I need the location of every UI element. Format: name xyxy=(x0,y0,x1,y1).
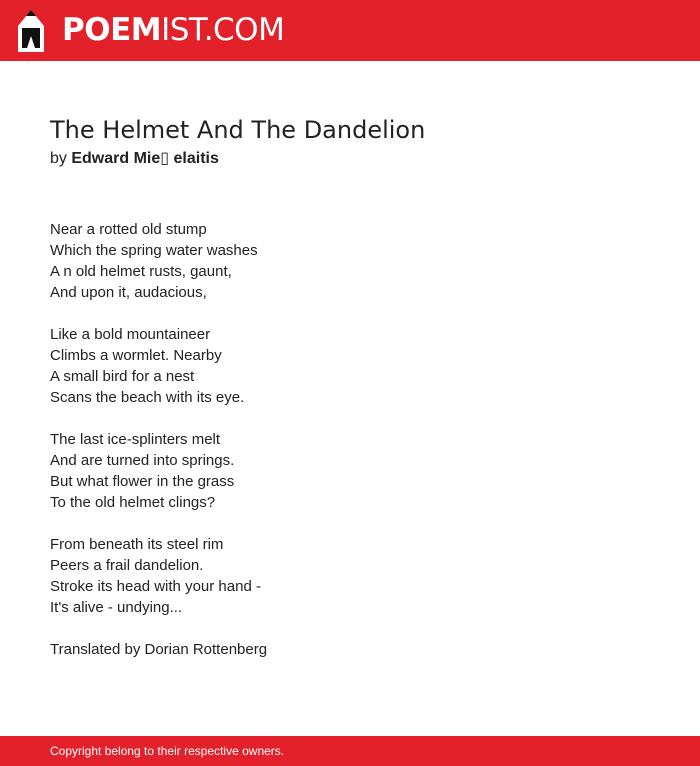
site-header xyxy=(0,0,700,61)
poem-line: Peers a frail dandelion. xyxy=(50,557,204,574)
poem-line: Stroke its head with your hand - xyxy=(50,578,261,595)
pencil-tip-icon[interactable] xyxy=(18,10,44,52)
poem-line: It's alive - undying... xyxy=(50,599,183,616)
logo-light-part: IST.COM xyxy=(161,12,285,48)
stanza xyxy=(50,219,650,303)
site-footer xyxy=(0,736,700,766)
stanza xyxy=(50,324,650,408)
poem-line: From beneath its steel rim xyxy=(50,536,224,553)
poem-line: Which the spring water washes xyxy=(50,242,258,259)
copyright-notice: Copyright belong to their respective owners. xyxy=(50,744,285,758)
stanza xyxy=(50,429,650,513)
stanza xyxy=(50,534,650,618)
poem-line: Climbs a wormlet. Nearby xyxy=(50,347,222,364)
poem-line: Near a rotted old stump xyxy=(50,221,207,238)
poem-byline xyxy=(50,148,219,170)
poem-line: A small bird for a nest xyxy=(50,368,195,385)
poem-line: Like a bold mountaineer xyxy=(50,326,211,343)
logo-bold-part: POEM xyxy=(62,12,162,48)
poem-line: Scans the beach with its eye. xyxy=(50,389,245,406)
poem-author: Edward Mie▯ elaitis xyxy=(71,150,219,167)
poem-line: And upon it, audacious, xyxy=(50,284,207,301)
poem-line: A n old helmet rusts, gaunt, xyxy=(50,263,232,280)
poem-line: To the old helmet clings? xyxy=(50,494,216,511)
poem-body xyxy=(50,219,650,660)
poem-line: And are turned into springs. xyxy=(50,452,235,469)
poem-line: But what flower in the grass xyxy=(50,473,235,490)
translator-credit: Translated by Dorian Rottenberg xyxy=(50,641,268,658)
poem-line: The last ice-splinters melt xyxy=(50,431,221,448)
byline-prefix: by xyxy=(50,150,67,167)
poem-title: The Helmet And The Dandelion xyxy=(50,116,426,144)
site-logo-text[interactable] xyxy=(62,12,284,48)
